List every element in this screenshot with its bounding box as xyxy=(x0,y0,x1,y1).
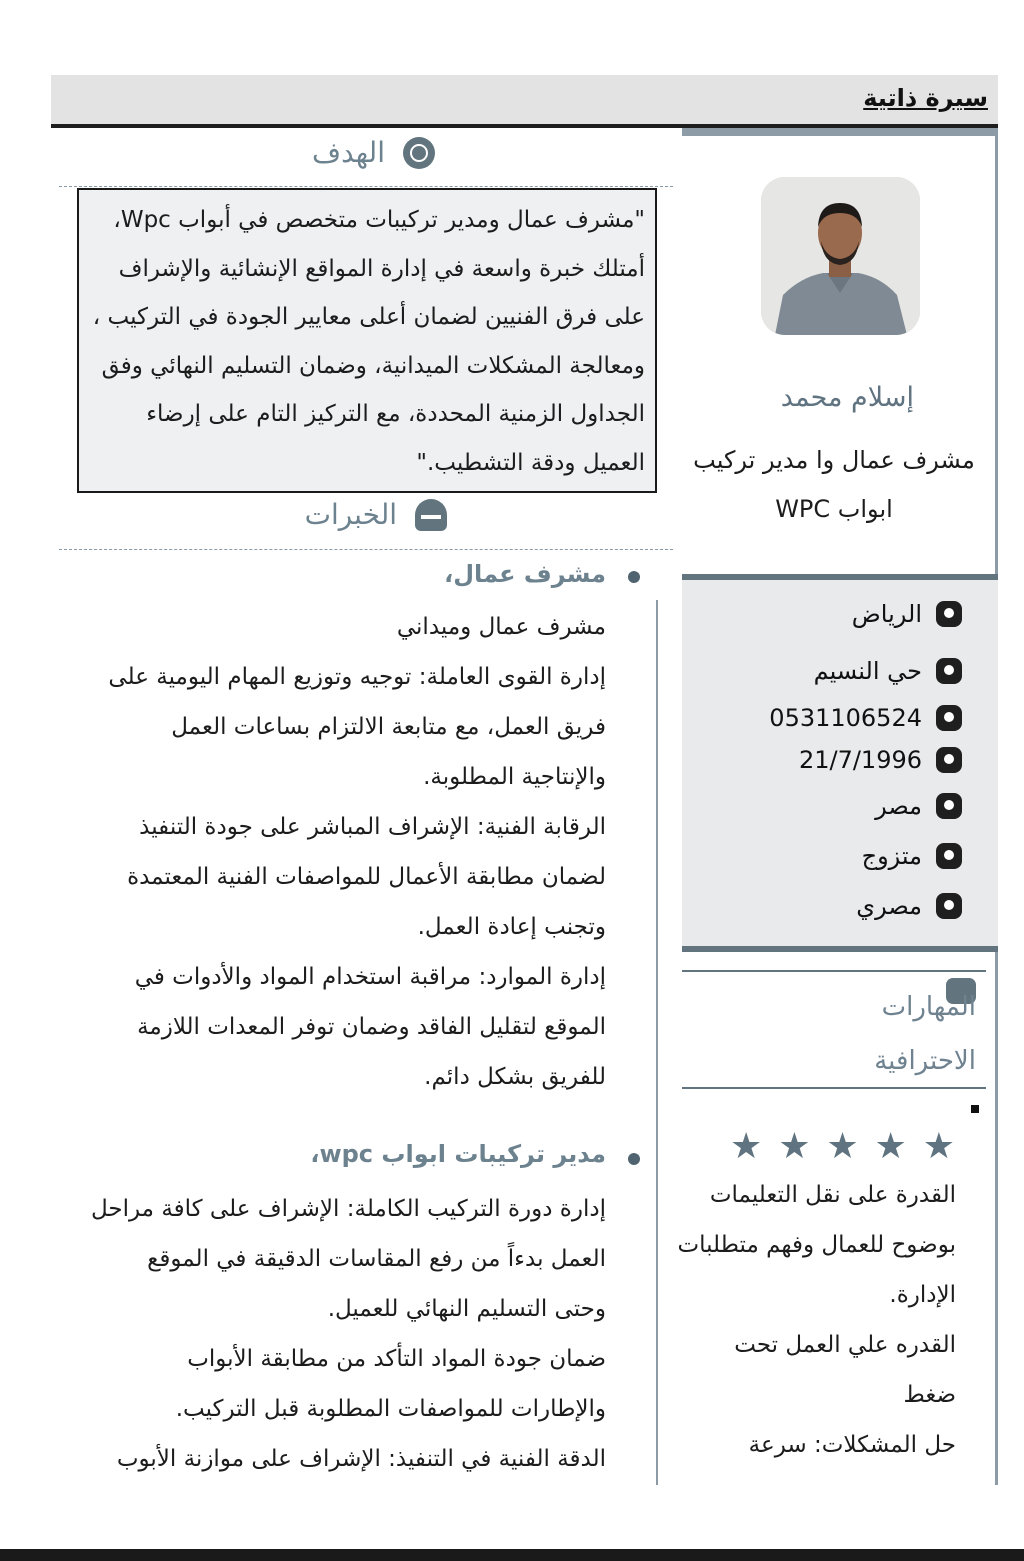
job-line: إدارة الموارد: مراقبة استخدام المواد والأدوات في الموقع لتقليل الفاقد وضمان توفر المعدات اللازمة للفريق بشكل دائم. xyxy=(134,964,606,1090)
contact-city xyxy=(852,600,962,628)
location-pin-icon xyxy=(936,658,962,684)
job-line: مشرف عمال وميداني xyxy=(396,614,606,640)
contact-phone xyxy=(769,704,962,732)
contact-birthdate-text: 21/7/1996 xyxy=(798,746,922,774)
skill-item: القدره علي العمل تحت ضغط xyxy=(734,1332,956,1408)
calendar-icon xyxy=(936,747,962,773)
job-line: إدارة دورة التركيب الكاملة: الإشراف على كافة مراحل العمل بدءاً من رفع المقاسات الدقيقة في الموقع وحتى التسليم النهائي للعميل. xyxy=(90,1196,606,1322)
contact-panel xyxy=(682,574,998,952)
timeline-line xyxy=(656,600,658,1485)
job-description xyxy=(90,1184,606,1484)
contact-marital-text: متزوج xyxy=(861,842,922,870)
timeline-dot xyxy=(628,1153,640,1165)
star-icon: ★ xyxy=(922,1126,955,1167)
contact-marital-status xyxy=(862,842,962,870)
experience-heading xyxy=(305,498,447,531)
bottom-bar xyxy=(0,1549,1024,1561)
helmet-icon xyxy=(415,499,447,531)
skills-divider-bottom xyxy=(682,1087,986,1089)
profile-name: إسلام محمد xyxy=(780,382,914,413)
skill-item: القدرة على نقل التعليمات بوضوح للعمال وفهم متطلبات الإدارة. xyxy=(677,1182,956,1308)
sidebar-top-bar xyxy=(682,128,998,136)
profile-photo xyxy=(761,177,920,335)
job-title: مدير تركيبات ابواب wpc، xyxy=(310,1140,606,1168)
phone-icon xyxy=(936,705,962,731)
star-icon: ★ xyxy=(874,1126,907,1167)
contact-district xyxy=(814,657,962,685)
skills-list xyxy=(676,1170,956,1470)
page-title: سيرة ذاتية xyxy=(863,84,988,112)
contact-nationality xyxy=(856,892,962,920)
experience-heading-text: الخبرات xyxy=(304,498,397,531)
objective-heading xyxy=(312,136,435,169)
timeline-dot xyxy=(628,571,640,583)
job-description xyxy=(90,602,606,1102)
contact-country xyxy=(875,792,962,820)
job-line: ضمان جودة المواد التأكد من مطابقة الأبواب والإطارات للمواصفات المطلوبة قبل التركيب. xyxy=(175,1346,606,1422)
contact-country-text: مصر xyxy=(875,792,922,820)
skills-divider-top xyxy=(682,970,986,972)
contact-city-text: الرياض xyxy=(851,600,922,628)
globe-icon xyxy=(936,893,962,919)
job-line: إدارة القوى العاملة: توجيه وتوزيع المهام اليومية على فريق العمل، مع متابعة الالتزام بساعات العمل والإنتاجية المطلوبة. xyxy=(108,664,606,790)
star-icon: ★ xyxy=(826,1126,859,1167)
contact-phone-text: 0531106524 xyxy=(769,704,922,732)
avatar xyxy=(761,177,920,335)
contact-birthdate xyxy=(799,746,962,774)
objective-text: "مشرف عمال ومدير تركيبات متخصص في أبواب Wpc، أمتلك خبرة واسعة في إدارة المواقع الإنشائية والإشراف على فرق الفنيين لضمان أعلى معايير الجودة في التركيب ، ومعالجة المشكلات الميدانية، وضمان التسليم النهائي وفق الجداول الزمنية المحددة، مع التركيز التام على إرضاء العميل ودقة التشطيب." xyxy=(77,188,657,493)
job-line: الرقابة الفنية: الإشراف المباشر على جودة التنفيذ لضمان مطابقة الأعمال للمواصفات الفنية المعتمدة وتجنب إعادة العمل. xyxy=(127,814,606,940)
objective-heading-text: الهدف xyxy=(312,136,385,169)
skill-rating xyxy=(730,1126,955,1167)
header-band xyxy=(51,75,998,125)
home-icon xyxy=(936,793,962,819)
job-title: مشرف عمال، xyxy=(444,560,606,588)
ring-icon xyxy=(936,843,962,869)
star-icon: ★ xyxy=(778,1126,811,1167)
target-icon xyxy=(403,137,435,169)
skill-item: حل المشكلات: سرعة xyxy=(748,1432,956,1458)
location-pin-icon xyxy=(936,601,962,627)
objective-divider xyxy=(59,186,673,187)
skills-heading: المهارات الاحترافية xyxy=(874,992,976,1076)
bullet-marker xyxy=(971,1105,979,1113)
job-line: الدقة الفنية في التنفيذ: الإشراف على موازنة الأبوب xyxy=(116,1446,606,1472)
contact-nationality-text: مصري xyxy=(856,892,922,920)
profile-title: مشرف عمال وا مدير تركيب ابواب WPC xyxy=(693,446,975,523)
star-icon: ★ xyxy=(730,1126,763,1167)
experience-divider xyxy=(59,549,673,550)
contact-district-text: حي النسيم xyxy=(813,657,922,685)
